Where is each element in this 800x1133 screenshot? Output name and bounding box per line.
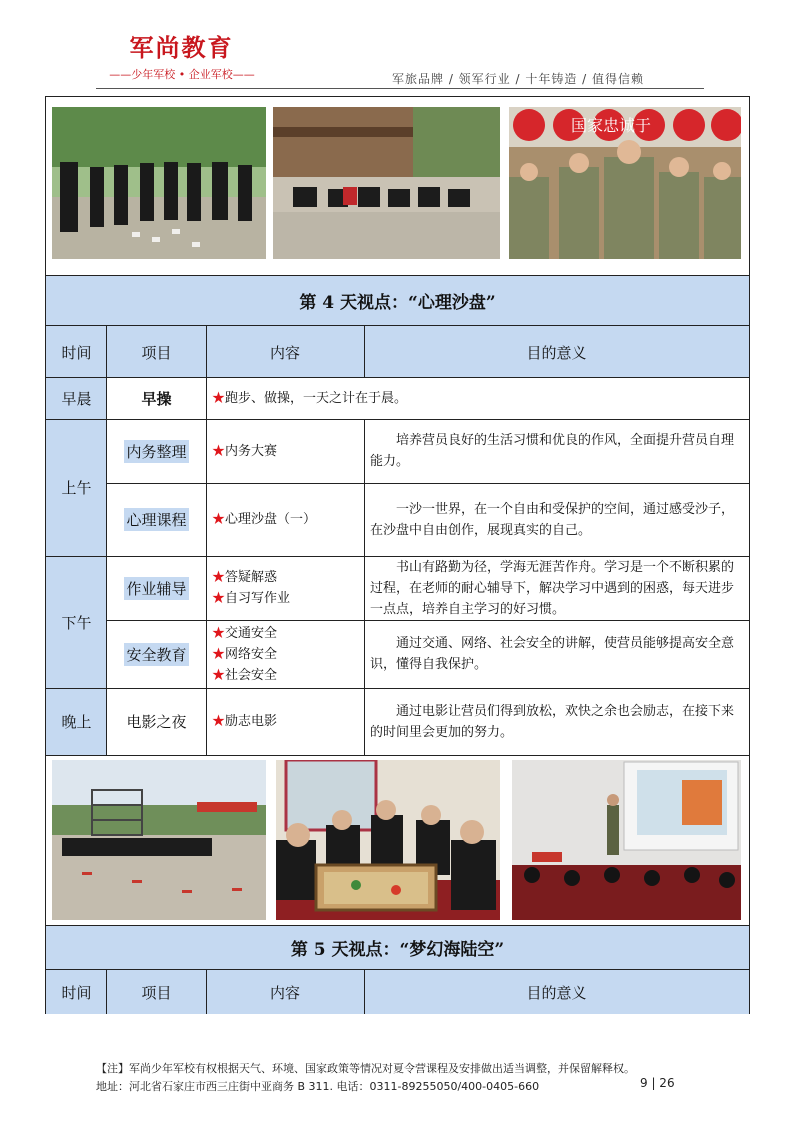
content-text: 心理沙盘（一） — [225, 512, 317, 527]
content-line — [212, 711, 360, 732]
content-line — [212, 644, 360, 665]
star-icon: ★ — [212, 591, 226, 606]
day5-title: 第 5 天视点：“梦幻海陆空” — [46, 925, 749, 970]
meaning-homework — [370, 556, 742, 620]
star-icon: ★ — [212, 391, 226, 406]
grid-line — [46, 419, 749, 420]
meaning-text: 通过交通、网络、社会安全的讲解，使营员能够提高安全意识，懂得自我保护。 — [370, 636, 735, 672]
content-morning — [212, 378, 742, 419]
content-movie — [212, 688, 360, 755]
header-slogan: 军旅品牌 / 领军行业 / 十年铸造 / 值得信赖 — [392, 72, 645, 86]
grid-line — [46, 755, 749, 756]
grid-line — [364, 326, 365, 378]
meaning-housekeeping — [370, 419, 742, 483]
item-label: 安全教育 — [124, 643, 188, 666]
content-line — [212, 665, 360, 686]
meaning-text: 一沙一世界，在一个自由和受保护的空间，通过感受沙子，在沙盘中自由创作，展现真实的自己。 — [370, 501, 735, 538]
grid-line — [106, 326, 107, 755]
content-housekeeping — [212, 419, 360, 483]
meaning-text: 书山有路勤为径，学海无涯苦作舟。学习是一个不断积累的过程，在老师的耐心辅导下，解决学习中遇到的困惑，每天进步一点点，培养自主学习的好习惯。 — [370, 559, 735, 617]
star-icon: ★ — [212, 570, 226, 585]
grid-line — [364, 970, 365, 1014]
day5-col-content: 内容 — [269, 983, 300, 1002]
meaning-psychology — [370, 483, 742, 556]
content-line — [212, 623, 360, 644]
content-line — [212, 441, 360, 462]
kids-bowing-courtyard-photo — [273, 107, 500, 259]
header-divider — [96, 88, 704, 89]
item-label: 心理课程 — [124, 508, 188, 531]
page-number: 9 | 26 — [640, 1076, 675, 1090]
item-label: 内务整理 — [124, 440, 188, 463]
footer-address: 地址：河北省石家庄市西三庄街中亚商务 B 311. 电话：0311-89255050/400-0405-660 — [96, 1080, 540, 1093]
meaning-text: 培养营员良好的生活习惯和优良的作风，全面提升营员自理能力。 — [370, 433, 735, 469]
day4-col-item: 项目 — [141, 343, 172, 362]
day5-col-time: 时间 — [61, 983, 92, 1002]
star-icon: ★ — [212, 443, 226, 459]
content-text: 网络安全 — [225, 646, 278, 662]
grid-line — [106, 620, 749, 621]
item-safety — [107, 620, 206, 688]
grid-line — [206, 326, 207, 755]
star-icon: ★ — [212, 714, 226, 729]
meaning-movie — [370, 688, 742, 755]
content-text: 跑步、做操，一天之计在于晨。 — [225, 391, 408, 406]
time-cell-forenoon: 上午 — [46, 419, 107, 556]
brand-logo-text: 军尚教育 — [129, 33, 234, 62]
sand-tray-kids-photo — [276, 760, 500, 920]
grid-line — [206, 970, 207, 1014]
item-morning-exercise — [107, 378, 206, 419]
item-movie-night — [107, 688, 206, 755]
content-line — [212, 509, 360, 530]
day4-col-time: 时间 — [61, 343, 92, 362]
time-cell-afternoon: 下午 — [46, 556, 107, 688]
star-icon: ★ — [212, 625, 226, 641]
content-line — [212, 567, 360, 588]
day5-col-meaning: 目的意义 — [526, 983, 587, 1002]
content-safety — [212, 620, 360, 688]
grid-line — [364, 419, 365, 755]
grid-line — [106, 970, 107, 1014]
cadets-marching-photo — [509, 107, 741, 259]
content-homework — [212, 556, 360, 620]
grid-line — [106, 483, 749, 484]
item-homework — [107, 556, 206, 620]
time-cell-morning: 早晨 — [46, 378, 107, 419]
meaning-text: 通过电影让营员们得到放松，欢快之余也会励志，在接下来的时间里会更加的努力。 — [370, 703, 735, 740]
content-text: 交通安全 — [225, 625, 278, 641]
footer-note: 【注】军尚少年军校有权根据天气、环境、国家政策等情况对夏令营课程及安排做出适当调整，并保留解释权。 — [96, 1062, 635, 1075]
day5-col-item: 项目 — [141, 983, 172, 1002]
day4-title: 第 4 天视点：“心理沙盘” — [46, 275, 749, 326]
content-text: 社会安全 — [225, 667, 278, 683]
kids-outdoor-activity-photo — [52, 107, 266, 259]
brand-tagline: ——少年军校 • 企业军校—— — [109, 68, 255, 81]
field-training-photo — [52, 760, 266, 920]
content-text: 答疑解惑 — [225, 570, 278, 585]
content-text: 励志电影 — [225, 714, 278, 729]
grid-line — [46, 688, 749, 689]
content-line — [212, 588, 360, 609]
day4-col-content: 内容 — [269, 343, 300, 362]
content-text: 自习写作业 — [225, 591, 291, 606]
item-label: 电影之夜 — [126, 713, 187, 731]
lecture-room-photo — [512, 760, 741, 920]
star-icon: ★ — [212, 512, 226, 527]
item-psychology — [107, 483, 206, 556]
star-icon: ★ — [212, 646, 226, 662]
item-label: 早操 — [141, 390, 172, 408]
day4-col-meaning: 目的意义 — [526, 343, 587, 362]
grid-line — [46, 556, 749, 557]
item-label: 作业辅导 — [124, 577, 188, 600]
item-housekeeping — [107, 419, 206, 483]
time-cell-evening: 晚上 — [46, 688, 107, 755]
content-text: 内务大赛 — [225, 443, 278, 459]
banner-text: 国家忠诚于 — [571, 116, 652, 135]
content-line — [212, 388, 742, 409]
star-icon: ★ — [212, 667, 226, 683]
meaning-safety — [370, 620, 742, 688]
content-psychology — [212, 483, 360, 556]
